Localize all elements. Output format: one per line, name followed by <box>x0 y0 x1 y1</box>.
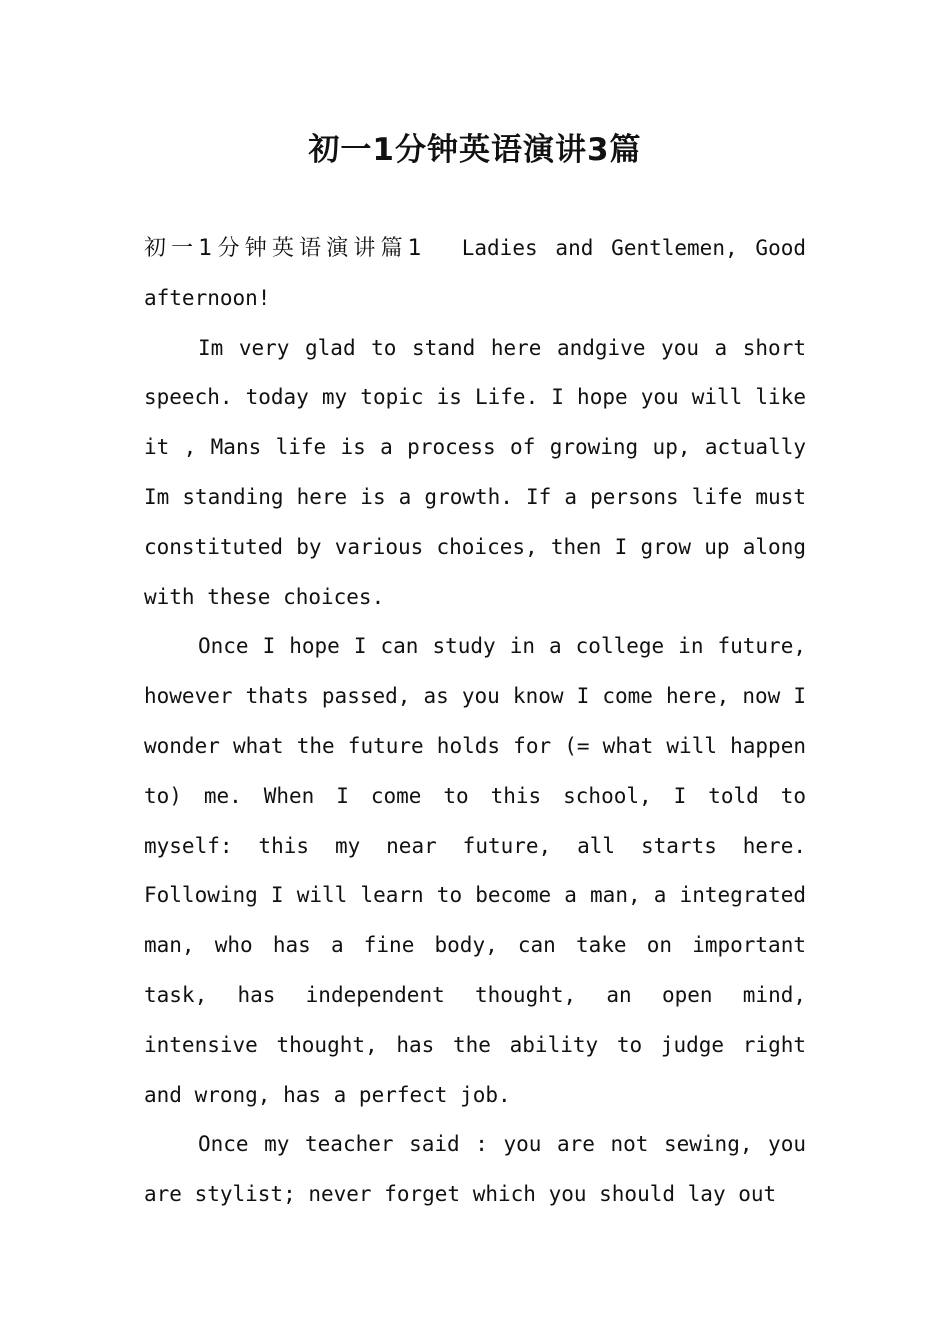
paragraph-life: Im very glad to stand here andgive you a short speech. today my topic is Life. I hope you will like it , Mans life is a process of growing up, actually Im standing here is a growth. If a persons life must constituted by various choices, then I grow up along with these choices. <box>144 335 806 609</box>
document-title: 初一1分钟英语演讲3篇 <box>308 132 642 168</box>
document-body <box>144 224 806 1220</box>
section-heading: 初一1分钟英语演讲篇1 <box>144 236 422 261</box>
paragraph-future: Once I hope I can study in a college in future, however thats passed, as you know I come here, now I wonder what the future holds for (= what will happen to) me. When I come to this school, I told to myself: this my near future, all starts here. Following I will learn to become a man, a integrated man, who has a fine body, can take on important task, has independent thought, an open mind, intensive thought, has the ability to judge right and wrong, has a perfect job. <box>144 634 806 1107</box>
paragraph-teacher: Once my teacher said : you are not sewing, you are stylist; never forget which you should lay out <box>144 1132 806 1207</box>
intro-paragraph <box>144 224 806 324</box>
greeting-text: Ladies and Gentlemen, Good afternoon! <box>144 236 806 310</box>
